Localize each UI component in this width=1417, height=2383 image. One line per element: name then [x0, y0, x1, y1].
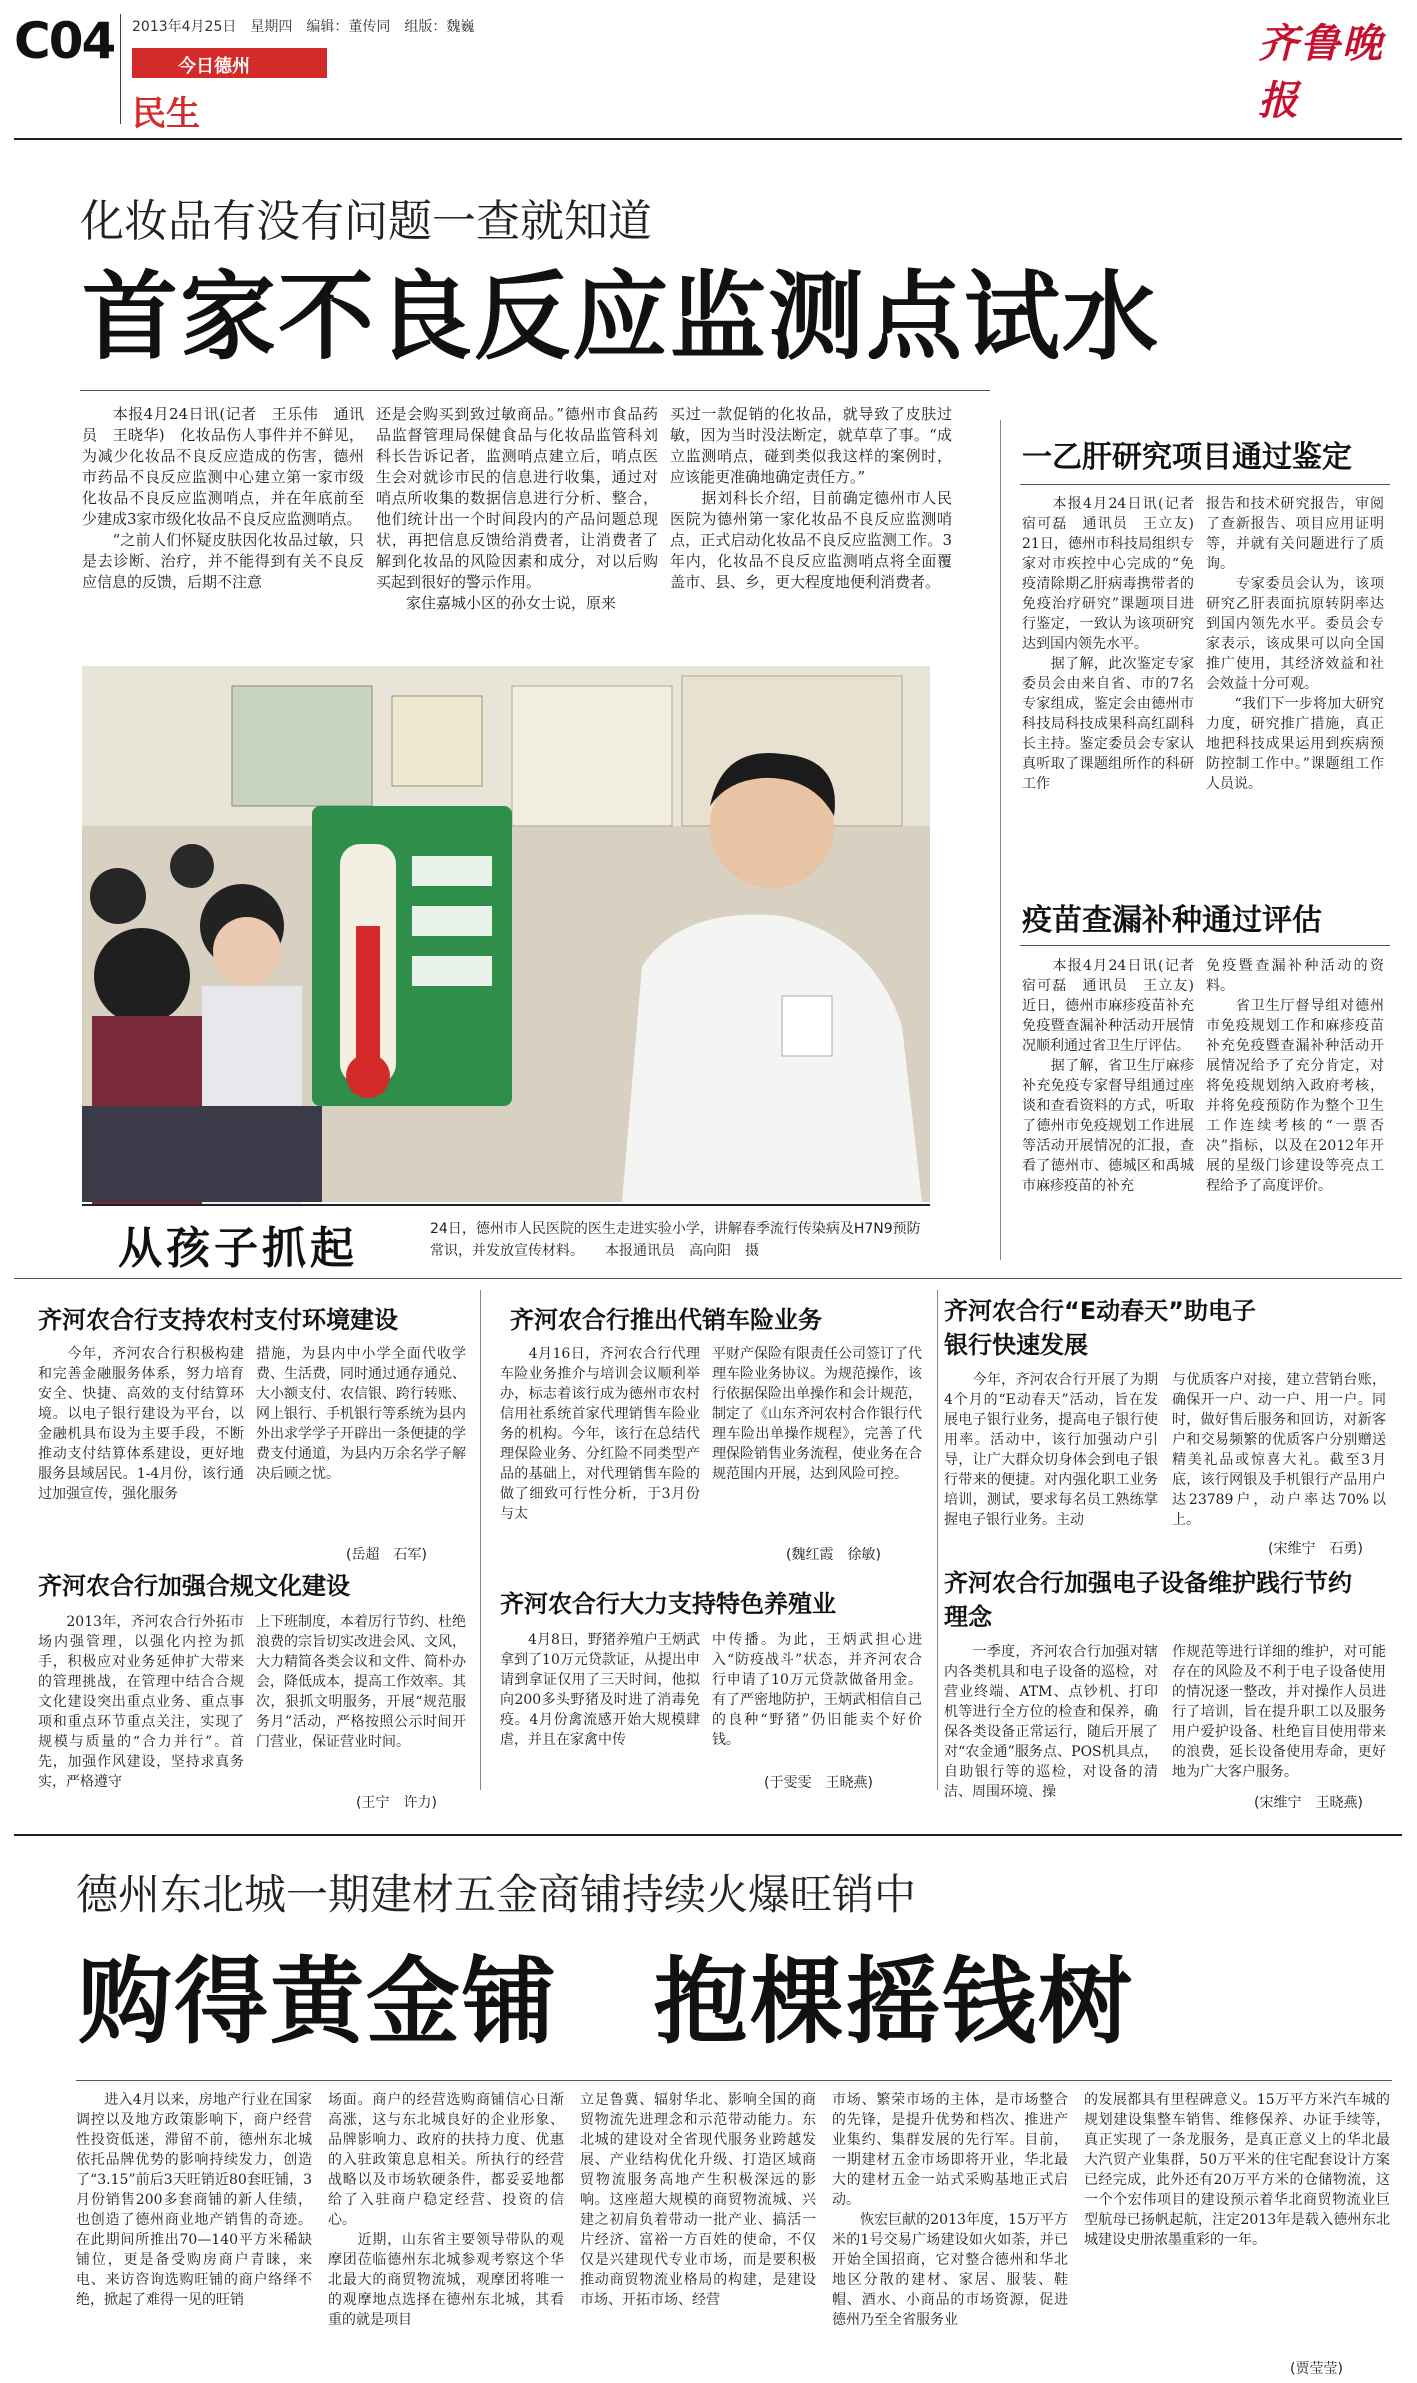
story4-headline: 购得黄金铺 抱棵摇钱树 [78, 1948, 1135, 2057]
story2-headline: 一乙肝研究项目通过鉴定 [1022, 440, 1352, 475]
brief6-col1: 一季度，齐河农合行加强对辖内各类机具和电子设备的巡检，对营业终端、ATM、点钞机、打印机等进行全方位的检查和保养，确保各类设备正常运行，随后开展了对“农金通”服务点、POS机具点，自助银行等的巡检，对设备的清洁、周围环境、操 [944, 1644, 1158, 1800]
newspaper-logo: 齐鲁晚报 [1258, 20, 1384, 124]
story1-headline: 首家不良反应监测点试水 [82, 261, 1160, 373]
brief3-col1: 4月16日，齐河农合行代理车险业务推介与培训会议顺利举办，标志着该行成为德州市农村信用社系统首家代理销售车险业务的机构。今年，该行在总结代理保险业务、分红险不同类型产品的基础上，对代理销售车险的做了细致可行性分析，于3月份与太 [500, 1346, 700, 1522]
brief6-col2: 作规范等进行详细的维护，对可能存在的风险及不利于电子设备使用的情况逐一整改，并对操作人员进行了培训，旨在提升职工以及服务用户爱护设备、杜绝盲目使用带来的浪费，延长设备使用寿命，更好地为广大客户服务。 [1172, 1644, 1386, 1780]
story4-col5: 的发展都具有里程碑意义。15万平方米汽车城的规划建设集整车销售、维修保养、办证手续等，真正实现了一条龙服务，是真正意义上的华北最大汽贸产业集群，50万平米的住宅配套设计方案已经完成，此外还有20万平方米的仓储物流，这一个个宏伟项目的建设预示着华北商贸物流业巨型航母已扬帆起航，注定2013年是载入德州东北城建设史册浓墨重彩的一年。 [1084, 2092, 1390, 2248]
brief5-col1: 今年，齐河农合行开展了为期4个月的“E动春天”活动，旨在发展电子银行业务，提高电子银行使用率。活动中，该行加强动户引导，让广大群众切身体会到电子银行带来的便捷。对内强化职工业务培训，测试，要求每名员工熟练掌握电子银行业务。主动 [944, 1372, 1158, 1528]
story1-col3: 买过一款促销的化妆品，就导致了皮肤过敏，因为当时没法断定，就草草了事。“成立监测哨点，碰到类似我这样的案例时，应该能更准确地确定责任方。” 据刘科长介绍，目前确定德州市人民医院为德州第一家化妆品不良反应监测哨点，正式启动化妆品不良反应监测工作。3年内，化妆品不良反应监测哨点将全面覆盖市、县、乡，更大程度地便利消费者。 [670, 405, 952, 591]
story4-kicker: 德州东北城一期建材五金商铺持续火爆旺销中 [76, 1870, 917, 1919]
brief2-headline: 齐河农合行加强合规文化建设 [38, 1572, 350, 1600]
story4-col1: 进入4月以来，房地产行业在国家调控以及地方政策影响下，商户经营性投资低迷，滞留不前，德州东北城依托品牌优势的影响持续发力，创造了“3.15”前后3天旺销近80套旺铺，3月份销售200多套商铺的新人佳绩，也创造了德州商业地产销售的奇迹。在此期间所推出70—140平方米稀缺铺位，更是备受购房商户青睐，来电、来访咨询选购旺铺的商户络绎不绝，掀起了难得一见的旺销 [76, 2092, 312, 2308]
brief1-headline: 齐河农合行支持农村支付环境建设 [38, 1306, 398, 1334]
story3-col2: 免疫暨查漏补种活动的资料。 省卫生厅督导组对德州市免疫规划工作和麻疹疫苗补充免疫暨查漏补种活动开展情况给予了充分肯定，对将免疫规划纳入政府考核，并将免疫预防作为整个卫生工作连续考核的“一票否决”指标，以及在2012年开展的星级门诊建设等亮点工程给予了高度评价。 [1206, 958, 1384, 1194]
brief2-author: (王宁 许力) [356, 1795, 437, 1811]
story1-kicker: 化妆品有没有问题一查就知道 [80, 196, 652, 247]
brief1-author: (岳超 石军) [346, 1547, 427, 1563]
page-number: C04 [14, 12, 115, 70]
brief1-col2: 措施，为县内中小学全面代收学费、生活费，同时通过通存通兑、大小额支付、农信银、跨行转账、网上银行、手机银行等系统为县内外出求学学子开辟出一条便捷的学费支付通道，为县内万余名学子解决后顾之忧。 [256, 1346, 466, 1482]
story2-col1: 本报4月24日讯(记者 宿可磊 通讯员 王立友) 21日，德州市科技局组织专家对市疾控中心完成的“免疫清除期乙肝病毒携带者的免疫治疗研究”课题项目进行鉴定，一致认为该项研究达到国内领先水平。 据了解，此次鉴定专家委员会由来自省、市的7名专家组成，鉴定会由德州市科技局科技成果科高红副科长主持。鉴定委员会专家认真听取了课题组所作的科研工作 [1022, 496, 1194, 792]
photo-title: 从孩子抓起 [118, 1223, 358, 1274]
brief1-col1: 今年，齐河农合行积极构建和完善金融服务体系，努力培育安全、快捷、高效的支付结算环境。以电子银行建设为平台，以金融机具布设为主要手段，不断推动支付结算体系建设，更好地服务县域居民。1-4月份，该行通过加强宣传，强化服务 [38, 1346, 244, 1502]
brief6-author: (宋维宁 王晓燕) [1254, 1795, 1363, 1811]
brief5-col2: 与优质客户对接，建立营销台账，确保开一户、动一户、用一户。同时，做好售后服务和回访，对新客户和交易频繁的优质客户分别赠送精美礼品或惊喜大礼。截至3月底，该行网银及手机银行产品用户达23789户，动户率达70%以上。 [1172, 1372, 1386, 1528]
story4-author: (贾莹莹) [1290, 2361, 1343, 2377]
brief4-col2: 中传播。为此，王炳武担心进入“防疫战斗”状态，并齐河农合行申请了10万元贷款做备用金。有了严密地防护，王炳武相信自己的良种“野猪”仍旧能卖个好价钱。 [712, 1632, 922, 1748]
brief5-author: (宋维宁 石勇) [1268, 1541, 1363, 1557]
story1-col2: 还是会购买到致过敏商品。”德州市食品药品监督管理局保健食品与化妆品监管科刘科长告诉记者，监测哨点建立后，哨点医生会对就诊市民的信息进行收集，通过对哨点所收集的数据信息进行分析、整合，他们统计出一个时间段内的产品问题总现状，再把信息反馈给消费者，让消费者了解到化妆品的风险因素和成分，对以后购买起到很好的警示作用。 家住嘉城小区的孙女士说，原来 [376, 405, 658, 612]
brief6-headline: 齐河农合行加强电子设备维护践行节约理念 [944, 1569, 1352, 1631]
story3-col1: 本报4月24日讯(记者 宿可磊 通讯员 王立友) 近日，德州市麻疹疫苗补充免疫暨查漏补种活动开展情况顺利通过省卫生厅评估。 据了解，省卫生厅麻疹补充免疫专家督导组通过座谈和查看资料的方式，听取了德州市免疫规划工作进展等活动开展情况的汇报，查看了德州市、德城区和禹城市麻疹疫苗的补充 [1022, 958, 1194, 1194]
brief2-col2: 上下班制度，本着厉行节约、杜绝浪费的宗旨切实改进会风、文风，大力精简各类会议和文件、简朴办会，降低成本，提高工作效率。其次，狠抓文明服务，开展“规范服务月”活动，严格按照公示时间开门营业，保证营业时间。 [256, 1614, 466, 1750]
brief3-author: (魏红霞 徐敏) [786, 1547, 881, 1563]
story4-col3: 立足鲁冀、辐射华北、影响全国的商贸物流先进理念和示范带动能力。东北城的建设对全省现代服务业跨越发展、产业结构优化升级、打造区域商贸物流服务高地产生积极深远的影响。这座超大规模的商贸物流城、兴建之初肩负着带动一批产业、搞活一片经济、富裕一方百姓的使命，不仅仅是兴建现代专业市场，而是要积极推动商贸物流业格局的构建，是建设市场、开拓市场、经营 [580, 2092, 816, 2308]
brief3-headline: 齐河农合行推出代销车险业务 [510, 1306, 822, 1334]
news-photo [82, 666, 930, 1202]
story4-col2: 场面。商户的经营选购商铺信心日渐高涨，这与东北城良好的企业形象、品牌影响力、政府的扶持力度、优惠的入驻政策息息相关。所执行的经营战略以及市场软硬条件，都妥妥地都给了入驻商户稳定经营、投资的信心。 近期，山东省主要领导带队的观摩团莅临德州东北城参观考察这个华北最大的商贸物流城，观摩团将唯一的观摩地点选择在德州东北城，其看重的就是项目 [328, 2092, 564, 2328]
brief4-author: (于雯雯 王晓燕) [764, 1775, 873, 1791]
story3-headline: 疫苗查漏补种通过评估 [1022, 903, 1322, 938]
photo-caption: 24日，德州市人民医院的医生走进实验小学，讲解春季流行传染病及H7N9预防常识，并发放宣传材料。 本报通讯员 高向阳 摄 [430, 1221, 921, 1259]
brief2-col1: 2013年，齐河农合行外拓市场内强管理，以强化内控为抓手，积极应对业务延伸扩大带来的管理挑战，在管理中结合合规文化建设突出重点业务、重点事项和重点环节重点关注，实现了规模与质量的“合力并行”。首先，加强作风建设，坚持求真务实，严格遵守 [38, 1614, 244, 1790]
brief4-col1: 4月8日，野猪养殖户王炳武拿到了10万元贷款证，从提出申请到拿证仅用了三天时间，他拟向200多头野猪及时进了消毒免疫。4月份禽流感开始大规模肆虐，并且在家禽中传 [500, 1632, 700, 1748]
brief4-headline: 齐河农合行大力支持特色养殖业 [500, 1590, 836, 1618]
story2-col2: 报告和技术研究报告，审阅了查新报告、项目应用证明等，并就有关问题进行了质询。 专家委员会认为，该项研究乙肝表面抗原转阴率达到国内领先水平。委员会专家表示，该成果可以向全国推广使用，其经济效益和社会效益十分可观。 “我们下一步将加大研究力度，研究推广措施，真正地把科技成果运用到疾病预防控制工作中。”课题组工作人员说。 [1206, 496, 1384, 792]
classroom-photo-illustration [82, 666, 930, 1202]
story4-col4: 市场、繁荣市场的主体，是市场整合的先锋，是提升优势和档次、推进产业集约、集群发展的先行军。目前，一期建材五金市场即将开业，华北最大的建材五金一站式采购基地正式启动。 恢宏巨献的2013年度，15万平方米的1号交易广场建设如火如荼，并已开始全国招商，它对整合德州和华北地区分散的建材、家居、服装、鞋帽、酒水、小商品的市场资源，促进德州乃至全省服务业 [832, 2092, 1068, 2328]
channel-badge [132, 48, 327, 78]
channel-label: 今日德州 [178, 56, 250, 77]
page-meta: 2013年4月25日 星期四 编辑：董传同 组版：魏巍 [132, 19, 475, 35]
brief3-col2: 平财产保险有限责任公司签订了代理车险业务协议。为规范操作，该行依据保险出单操作和会计规范，制定了《山东齐河农村合作银行代理车险出单操作规程》，完善了代理保险销售业务流程，使业务在合规范围内开展，达到风险可控。 [712, 1346, 922, 1482]
story1-col1: 本报4月24日讯(记者 王乐伟 通讯员 王晓华) 化妆品伤人事件并不鲜见，为减少化妆品不良反应造成的伤害，德州市药品不良反应监测中心建立第一家市级化妆品不良反应监测哨点，并在年底前至少建成3家市级化妆品不良反应监测哨点。 “之前人们怀疑皮肤因化妆品过敏，只是去诊断、治疗，并不能得到有关不良反应信息的反馈，后期不注意 [82, 405, 364, 591]
section-title: 民生 [132, 94, 200, 134]
brief5-headline: 齐河农合行“E动春天”助电子银行快速发展 [944, 1297, 1256, 1359]
